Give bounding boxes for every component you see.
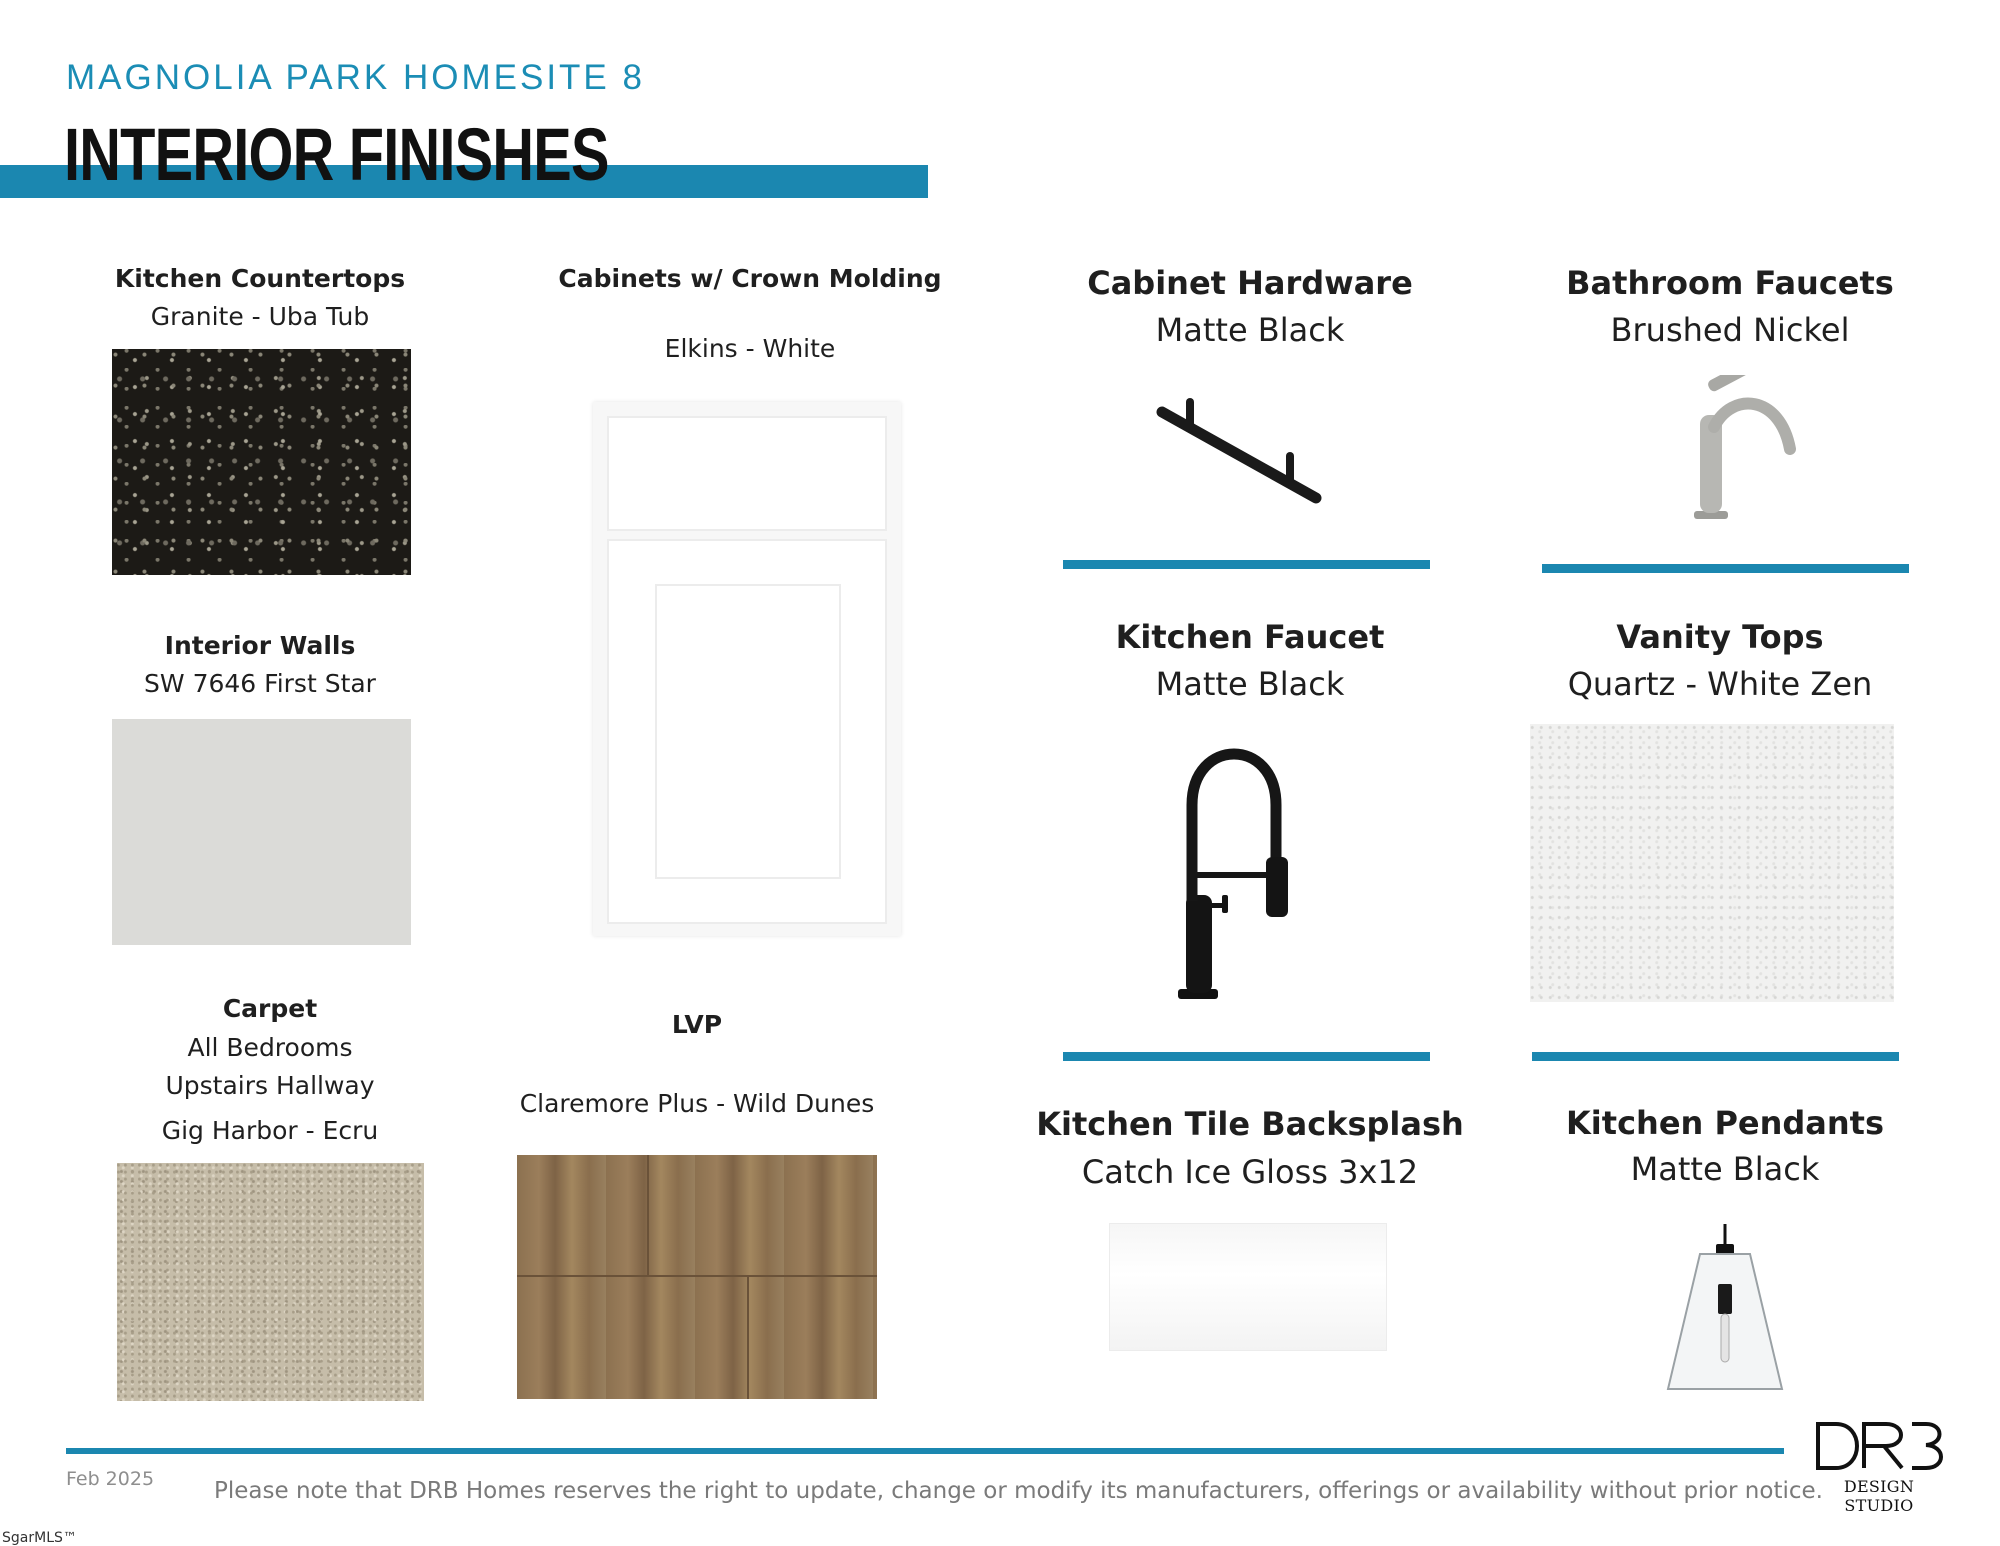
kitchen-faucet-title: Kitchen Faucet [1115,618,1385,656]
cabinets-value: Elkins - White [664,334,836,363]
footer-disclaimer: Please note that DRB Homes reserves the right to update, change or modify its manufacturers, offerings or availability without prior notice. [214,1478,1823,1504]
hardware-title: Cabinet Hardware [1087,264,1413,302]
pendants-title: Kitchen Pendants [1566,1104,1884,1142]
backsplash-value: Catch Ice Gloss 3x12 [1081,1153,1419,1191]
wall-paint-swatch [112,719,411,945]
logo-subtext: DESIGN STUDIO [1843,1477,1915,1515]
walls-title: Interior Walls [164,631,356,660]
tile-swatch [1109,1223,1387,1351]
carpet-title: Carpet [222,994,318,1023]
cabinet-pull-image [1140,390,1340,520]
carpet-location-2: Upstairs Hallway [165,1071,375,1100]
walls-value: SW 7646 First Star [144,669,376,698]
footer-divider [66,1448,1784,1454]
hardware-divider [1063,560,1430,569]
carpet-swatch [117,1163,424,1401]
countertops-title: Kitchen Countertops [114,264,406,293]
backsplash-title: Kitchen Tile Backsplash [1036,1105,1464,1143]
kitchen-faucet-value: Matte Black [1155,665,1345,703]
lvp-value: Claremore Plus - Wild Dunes [519,1089,875,1118]
vanity-divider [1532,1052,1899,1061]
page-title: INTERIOR FINISHES [64,113,609,196]
kitchen-faucet-divider [1063,1052,1430,1061]
page-subtitle: MAGNOLIA PARK HOMESITE 8 [66,58,645,97]
cabinets-title: Cabinets w/ Crown Molding [558,264,942,293]
pendant-light-image [1660,1224,1790,1394]
bath-faucets-title: Bathroom Faucets [1566,264,1894,302]
mls-watermark: SgarMLS™ [2,1530,77,1546]
bath-faucets-value: Brushed Nickel [1610,311,1850,349]
quartz-swatch [1530,724,1894,1002]
drb-logo [1814,1418,1944,1474]
countertops-value: Granite - Uba Tub [150,302,370,331]
pendants-value: Matte Black [1630,1150,1820,1188]
lvp-swatch [517,1155,877,1399]
vanity-value: Quartz - White Zen [1567,665,1873,703]
cabinet-door-image [593,402,901,936]
granite-swatch [112,349,411,575]
footer-date: Feb 2025 [66,1468,155,1490]
vanity-title: Vanity Tops [1616,618,1824,656]
bath-faucet-image [1680,375,1800,545]
carpet-location-1: All Bedrooms [187,1033,353,1062]
kitchen-faucet-image [1160,745,1310,1005]
lvp-title: LVP [671,1010,723,1039]
hardware-value: Matte Black [1155,311,1345,349]
carpet-value: Gig Harbor - Ecru [161,1116,379,1145]
bath-faucets-divider [1542,564,1909,573]
